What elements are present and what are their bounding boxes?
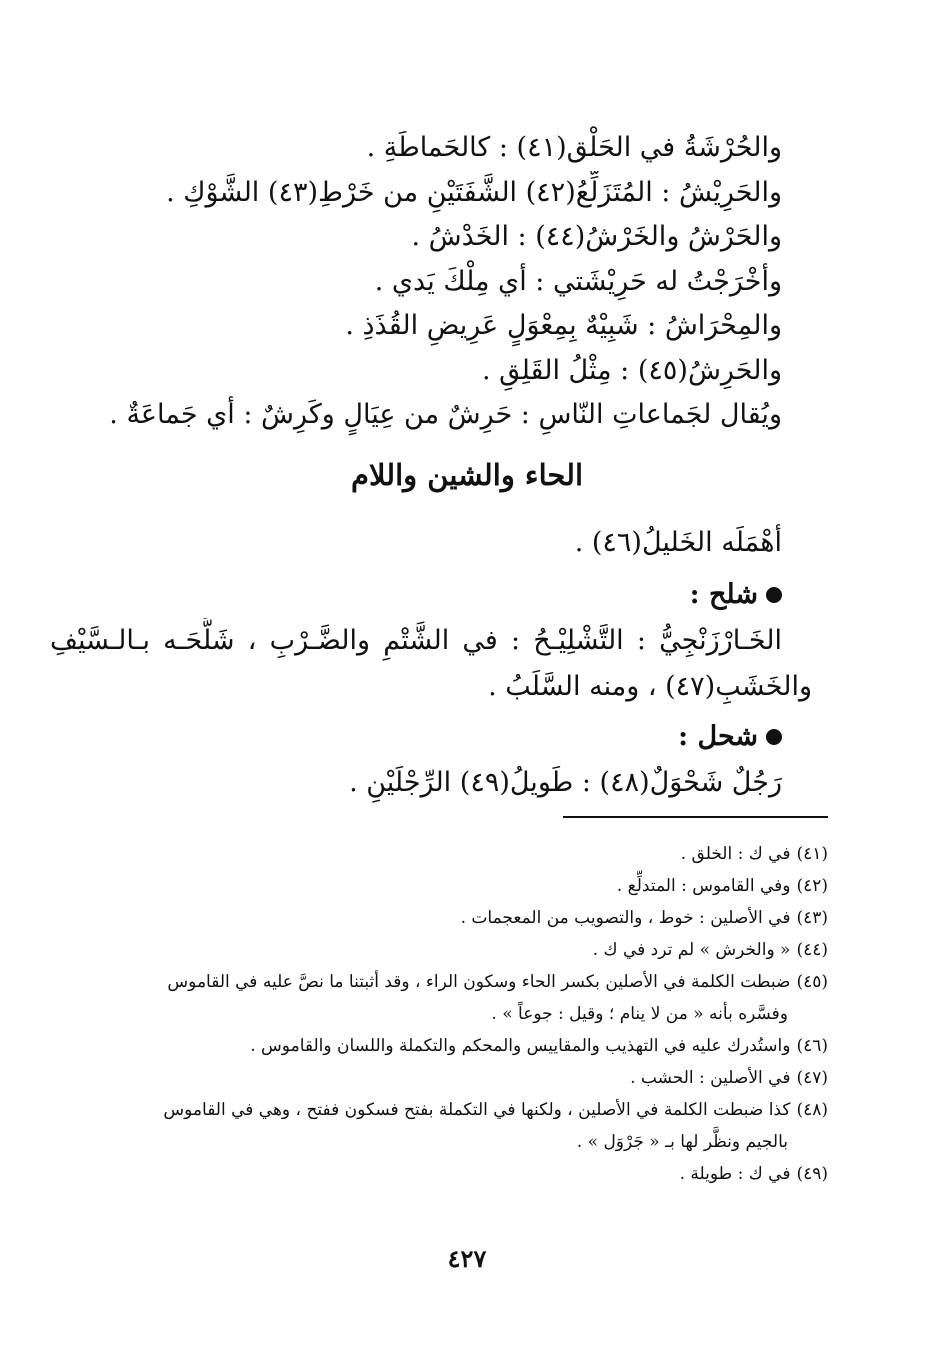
- footnote-continuation: وفسَّره بأنه « من لا ينام ؛ وقيل : جوعاً » .: [491, 1004, 788, 1024]
- footnote: [104, 1030, 828, 1062]
- entry-shalah: [50, 572, 812, 710]
- footnote: [104, 838, 828, 870]
- bullet-icon: [766, 587, 782, 603]
- footnote-text: في ك : طويلة .: [679, 1164, 791, 1184]
- footnote-number: (٤٦): [796, 1036, 828, 1056]
- bullet-icon: [766, 729, 782, 745]
- entry-head: شلح :: [689, 579, 758, 610]
- footnote-text: ضبطت الكلمة في الأصلين بكسر الحاء وسكون الراء ، وقد أثبتنا ما نصَّ عليه في القاموس: [167, 972, 791, 992]
- body-line: والحَرِيْشُ : المُتَزَلِّعُ(٤٢) الشَّفَتَيْنِ من خَرْطِ(٤٣) الشَّوْكِ .: [166, 176, 782, 208]
- section-heading: الحاء والشين واللام: [350, 458, 584, 492]
- footnote: [104, 1158, 828, 1190]
- footnote-text: واستُدرك عليه في التهذيب والمقاييس والمحكم والتكملة واللسان والقاموس .: [250, 1036, 791, 1056]
- body-line: والحَرِشُ(٤٥) : مِثْلُ القَلِقِ .: [481, 354, 782, 386]
- footnote-number: (٤٥): [796, 972, 828, 992]
- footnote: [104, 1094, 828, 1126]
- footnote-separator: [563, 816, 828, 818]
- footnote: [104, 1062, 828, 1094]
- footnote-continuation: بالجيم ونظَّر لها بـ « جَرْوَل » .: [576, 1132, 788, 1152]
- body-line: والحَرْشُ والخَرْشُ(٤٤) : الخَدْشُ .: [411, 221, 782, 252]
- entry-line: رَجُلٌ شَحْوَلٌ(٤٨) : طَويلُ(٤٩) الرِّجْلَيْنِ .: [349, 767, 782, 798]
- entry-line: والخَشَبِ(٤٧) ، ومنه السَّلَبُ .: [488, 671, 812, 702]
- footnote-text: كذا ضبطت الكلمة في الأصلين ، ولكنها في التكملة بفتح فسكون ففتح ، وهي في القاموس: [163, 1100, 791, 1120]
- footnote: [104, 870, 828, 902]
- page-number: ٤٢٧: [447, 1244, 487, 1273]
- footnote-number: (٤٤): [796, 940, 828, 960]
- footnote-text: في الأصلين : الحشب .: [630, 1068, 791, 1088]
- footnote-text: وفي القاموس : المتدلِّع .: [616, 876, 791, 896]
- footnote-text: « والخرش » لم ترد في ك .: [592, 940, 791, 960]
- entry-shahal: [100, 714, 782, 806]
- footnote-number: (٤٨): [796, 1100, 828, 1120]
- intro-block: [100, 520, 782, 566]
- footnote-number: (٤٧): [796, 1068, 828, 1088]
- body-line: وأخْرَجْتُ له حَرِيْشَتي : أي مِلْكَ يَدي .: [374, 265, 782, 297]
- footnote: [104, 902, 828, 934]
- main-text-block: [100, 126, 782, 438]
- footnote: [104, 934, 828, 966]
- body-line: والحُرْشَةُ في الحَلْق(٤١) : كالحَماطَةِ .: [366, 132, 782, 163]
- footnote-text: في ك : الخلق .: [680, 844, 791, 864]
- footnotes: [104, 838, 828, 1190]
- footnote-number: (٤٣): [796, 908, 828, 928]
- footnote-number: (٤٩): [796, 1164, 828, 1184]
- footnote-text: في الأصلين : خوط ، والتصويب من المعجمات .: [460, 908, 791, 928]
- footnote: [104, 966, 828, 998]
- body-line: ويُقال لجَماعاتِ النّاسِ : حَرِشٌ من عِيَالٍ وكَرِشٌ : أي جَماعَةٌ .: [109, 399, 782, 430]
- entry-head: شحل :: [678, 721, 758, 752]
- body-line: والمِحْرَاشُ : شَبِيْهٌ بِمِعْوَلٍ عَرِيضِ القُذَذِ .: [345, 310, 782, 341]
- footnote-number: (٤١): [796, 844, 828, 864]
- intro-line: أهْمَلَه الخَليلُ(٤٦) .: [574, 527, 782, 558]
- footnote-number: (٤٢): [796, 876, 828, 896]
- entry-line: الخَـارْزَنْجِيُّ : التَّشْلِيْـحُ : في الشَّتْمِ والضَّـرْبِ ، شَلَّحَـه بـالـسَّيْفِ: [50, 625, 782, 656]
